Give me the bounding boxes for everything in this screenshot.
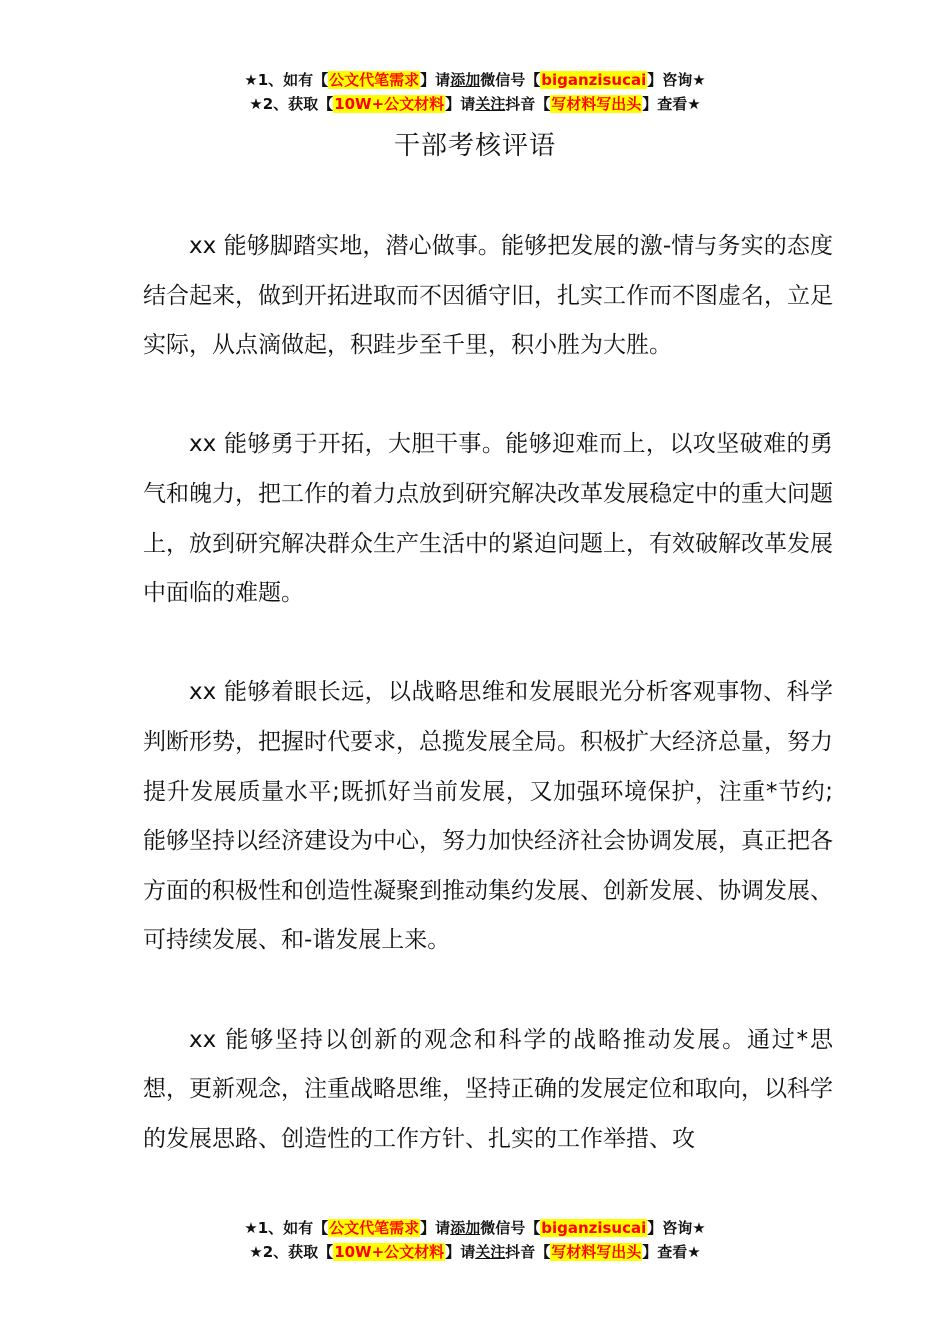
underlined-add: 添加 [450,71,481,89]
banner-line-1 [0,68,950,92]
banner-line-2 [0,1240,950,1264]
highlight-materials: 10W+公文材料 [334,95,445,113]
underlined-follow: 关注 [475,1243,506,1261]
paragraph: xx 能够脚踏实地，潜心做事。能够把发展的激-情与务实的态度结合起来，做到开拓进取而不因循守旧，扎实工作而不图虚名，立足实际，从点滴做起，积跬步至千里，积小胜为大胜。 [143,233,833,359]
highlight-wechat-id: biganzisucai [541,71,647,89]
banner-text: 】请 [445,95,476,113]
banner-text: 】咨询★ [647,1219,706,1237]
banner-line-1 [0,1216,950,1240]
footer-banner [0,1216,950,1264]
banner-text: ★1、如有【 [244,1219,329,1237]
document-title: 干部考核评语 [393,131,556,161]
banner-text: 抖音【 [505,95,551,113]
underlined-follow: 关注 [475,95,506,113]
banner-text: 微信号【 [480,71,541,89]
paragraph: xx 能够勇于开拓，大胆干事。能够迎难而上，以攻坚破难的勇气和魄力，把工作的着力点放到研究解决改革发展稳定中的重大问题上，放到研究解决群众生产生活中的紧迫问题上，有效破解改革发展中面临的难题。 [143,431,833,607]
banner-text: 微信号【 [480,1219,541,1237]
banner-text: 】查看★ [642,95,701,113]
banner-text: 】请 [445,1243,476,1261]
highlight-writing-service: 公文代笔需求 [329,1219,420,1237]
document-body [143,222,833,1214]
highlight-wechat-id: biganzisucai [541,1219,647,1237]
highlight-materials: 10W+公文材料 [334,1243,445,1261]
highlight-douyin-account: 写材料写出头 [551,1243,642,1261]
underlined-add: 添加 [450,1219,481,1237]
paragraph: xx 能够坚持以创新的观念和科学的战略推动发展。通过*思想，更新观念，注重战略思维，坚持正确的发展定位和取向，以科学的发展思路、创造性的工作方针、扎实的工作举措、攻 [143,1026,833,1152]
banner-text: 】查看★ [642,1243,701,1261]
banner-text: 】咨询★ [647,71,706,89]
paragraph: xx 能够着眼长远，以战略思维和发展眼光分析客观事物、科学判断形势，把握时代要求，总揽发展全局。积极扩大经济总量，努力提升发展质量水平;既抓好当前发展，又加强环境保护，注重*节约;能够坚持以经济建设为中心，努力加快经济社会协调发展，真正把各方面的积极性和创造性凝聚到推动集约发展、创新发展、协调发展、可持续发展、和-谐发展上来。 [143,679,833,954]
banner-text: ★2、获取【 [249,1243,334,1261]
highlight-writing-service: 公文代笔需求 [329,71,420,89]
banner-text: ★2、获取【 [249,95,334,113]
banner-text: 抖音【 [505,1243,551,1261]
banner-line-2 [0,92,950,116]
banner-text: ★1、如有【 [244,71,329,89]
banner-text: 】请 [420,71,451,89]
banner-text: 】请 [420,1219,451,1237]
highlight-douyin-account: 写材料写出头 [551,95,642,113]
header-banner [0,68,950,116]
